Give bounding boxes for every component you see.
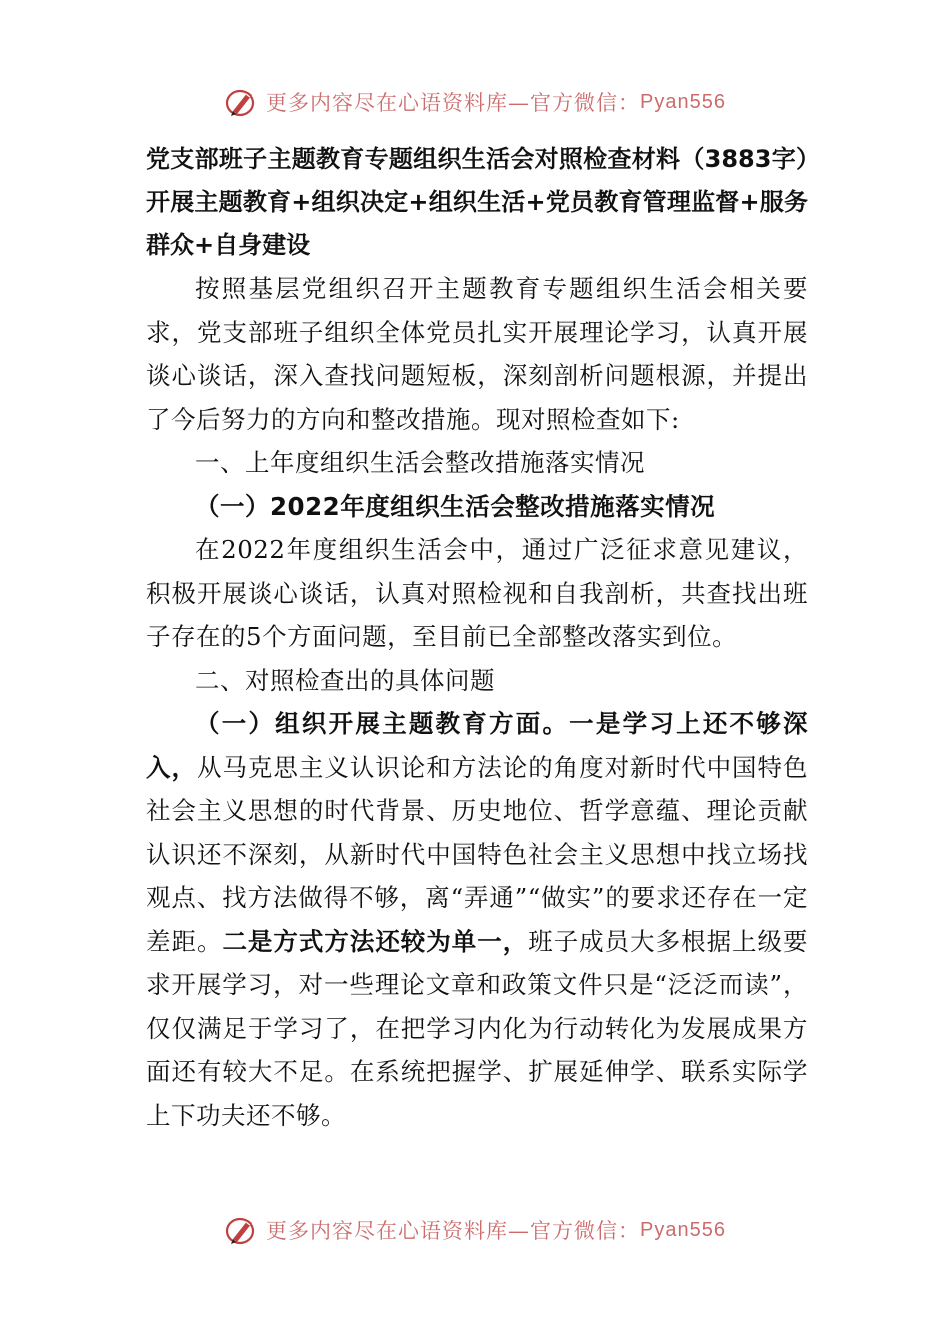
watermark-wechat: Pyan556 [640, 90, 726, 113]
watermark-wechat: Pyan556 [640, 1218, 726, 1241]
section2-point2-lead: 二是方式方法还较为单一， [222, 926, 529, 956]
pen-logo-icon [224, 84, 260, 120]
section1-subheading: （一）2022年度组织生活会整改措施落实情况 [195, 491, 716, 521]
pen-logo-icon [224, 1212, 260, 1248]
section2-point2-text: 班子成员大多根据上级要求开展学习，对一些理论文章和政策文件只是“泛泛而读”，仅仅满足于学习了，在把学习内化为行动转化为发展成果方面还有较大不足。在系统把握学、扩展延伸学、联系实际学上下功夫还不够。 [146, 926, 809, 1130]
section2-heading: 二、对照检查出的具体问题 [195, 665, 495, 695]
section1-heading: 一、上年度组织生活会整改措施落实情况 [195, 448, 645, 477]
watermark-banner-bottom [0, 1208, 950, 1252]
watermark-banner-top [0, 80, 950, 124]
section2-paragraph [146, 702, 808, 1137]
watermark-text: 更多内容尽在心语资料库—官方微信： [266, 91, 641, 115]
watermark-text: 更多内容尽在心语资料库—官方微信： [266, 1219, 641, 1243]
section2-point1-lead: （一）组织开展主题教育方面。一是学习上还不够深入， [146, 709, 808, 782]
section2-point1-text: 从马克思主义认识论和方法论的角度对新时代中国特色社会主义思想的时代背景、历史地位、哲学意蕴、理论贡献认识还不深刻，从新时代中国特色社会主义思想中找立场找观点、找方法做得不够，离“弄通”“做实”的要求还存在一定差距。 [146, 752, 809, 956]
document-title: 党支部班子主题教育专题组织生活会对照检查材料（3883字）开展主题教育+组织决定+组织生活+党员教育管理监督+服务群众+自身建设 [146, 145, 808, 259]
intro-paragraph: 按照基层党组织召开主题教育专题组织生活会相关要求，党支部班子组织全体党员扎实开展理论学习，认真开展谈心谈话，深入查找问题短板，深刻剖析问题根源，并提出了今后努力的方向和整改措施。现对照检查如下: [146, 274, 808, 434]
section1-body: 在2022年度组织生活会中，通过广泛征求意见建议，积极开展谈心谈话，认真对照检视和自我剖析，共查找出班子存在的5个方面问题，至目前已全部整改落实到位。 [146, 535, 808, 651]
document-body [146, 138, 808, 1137]
